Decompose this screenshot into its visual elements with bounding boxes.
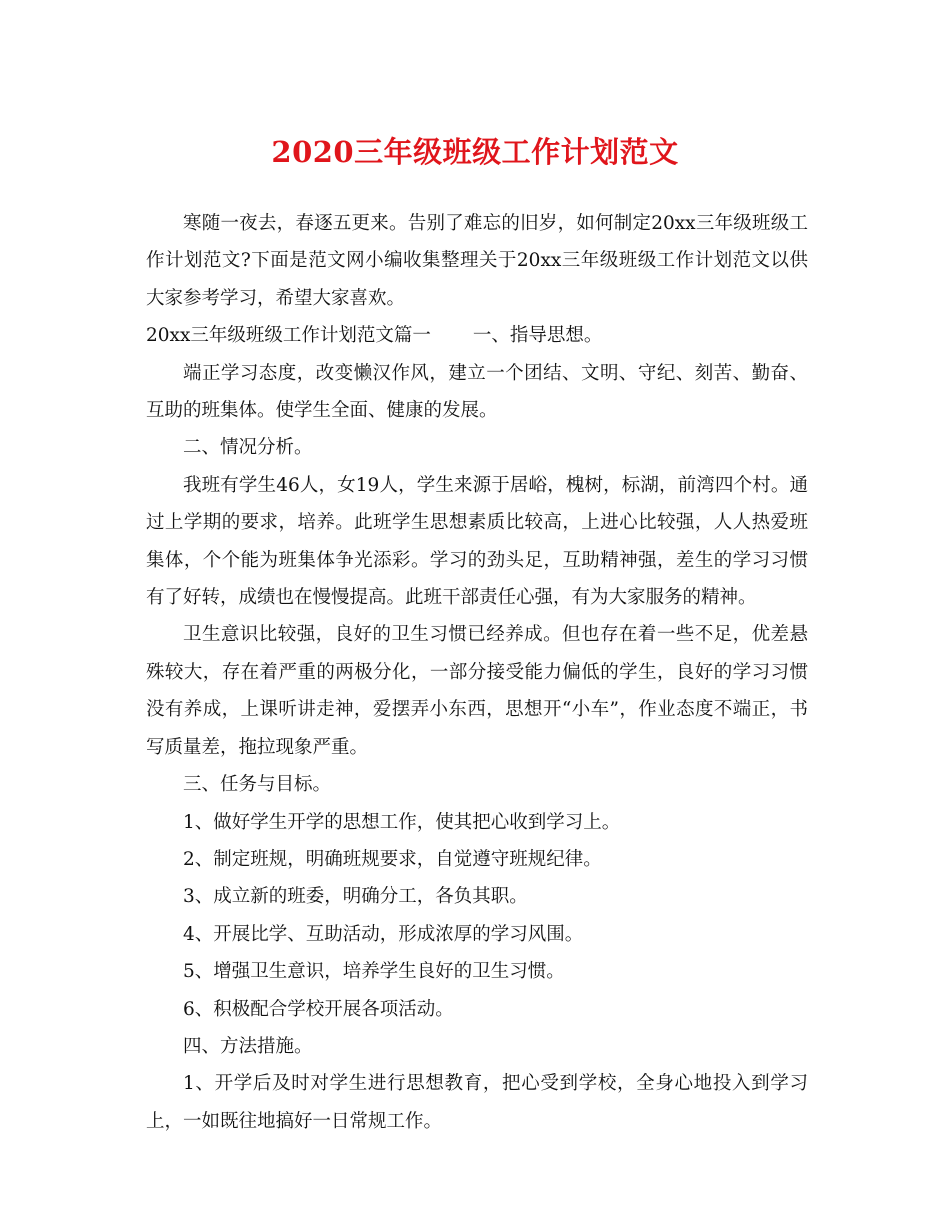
intro-paragraph: 寒随一夜去，春逐五更来。告别了难忘的旧岁，如何制定20xx三年级班级工作计划范文?下面是范文网小编收集整理关于20xx三年级班级工作计划范文以供大家参考学习，希望大家喜欢。 xyxy=(146,213,808,309)
section-heading-line xyxy=(146,317,808,354)
body-paragraph: 端正学习态度，改变懒汉作风，建立一个团结、文明、守纪、刻苦、勤奋、互助的班集体。使学生全面、健康的发展。 xyxy=(146,362,808,422)
list-item: 1、做好学生开学的思想工作，使其把心收到学习上。 xyxy=(183,811,621,833)
list-item: 5、增强卫生意识，培养学生良好的卫生习惯。 xyxy=(183,961,565,983)
list-item: 2、制定班规，明确班规要求，自觉遵守班规纪律。 xyxy=(183,848,602,870)
section-heading-title: 20xx三年级班级工作计划范文篇一 xyxy=(146,325,431,347)
list-item: 6、积极配合学校开展各项活动。 xyxy=(183,998,454,1020)
section-heading-subtitle: 一、指导思想。 xyxy=(472,325,603,347)
section-heading: 二、情况分析。 xyxy=(183,437,313,459)
list-item: 1、开学后及时对学生进行思想教育，把心受到学校，全身心地投入到学习上，一如既往地搞好一日常规工作。 xyxy=(146,1073,808,1132)
body-paragraph: 卫生意识比较强，良好的卫生习惯已经养成。但也存在着一些不足，优差悬殊较大，存在着严重的两极分化，一部分接受能力偏低的学生，良好的学习习惯没有养成，上课听讲走神，爱摆弄小东西，思想开“小车”，作业态度不端正，书写质量差，拖拉现象严重。 xyxy=(146,624,808,758)
document-title: 2020三年级班级工作计划范文 xyxy=(271,135,679,169)
document-body xyxy=(146,205,808,1140)
section-heading: 四、方法措施。 xyxy=(183,1035,313,1057)
list-item: 3、成立新的班委，明确分工，各负其职。 xyxy=(183,886,528,908)
section-heading: 三、任务与目标。 xyxy=(183,774,332,796)
body-paragraph: 我班有学生46人，女19人，学生来源于居峪，槐树，标湖，前湾四个村。通过上学期的要求，培养。此班学生思想素质比较高，上进心比较强，人人热爱班集体，个个能为班集体争光添彩。学习的劲头足，互助精神强，差生的学习习惯有了好转，成绩也在慢慢提高。此班干部责任心强，有为大家服务的精神。 xyxy=(146,474,808,609)
list-item: 4、开展比学、互助活动，形成浓厚的学习风围。 xyxy=(183,923,584,945)
